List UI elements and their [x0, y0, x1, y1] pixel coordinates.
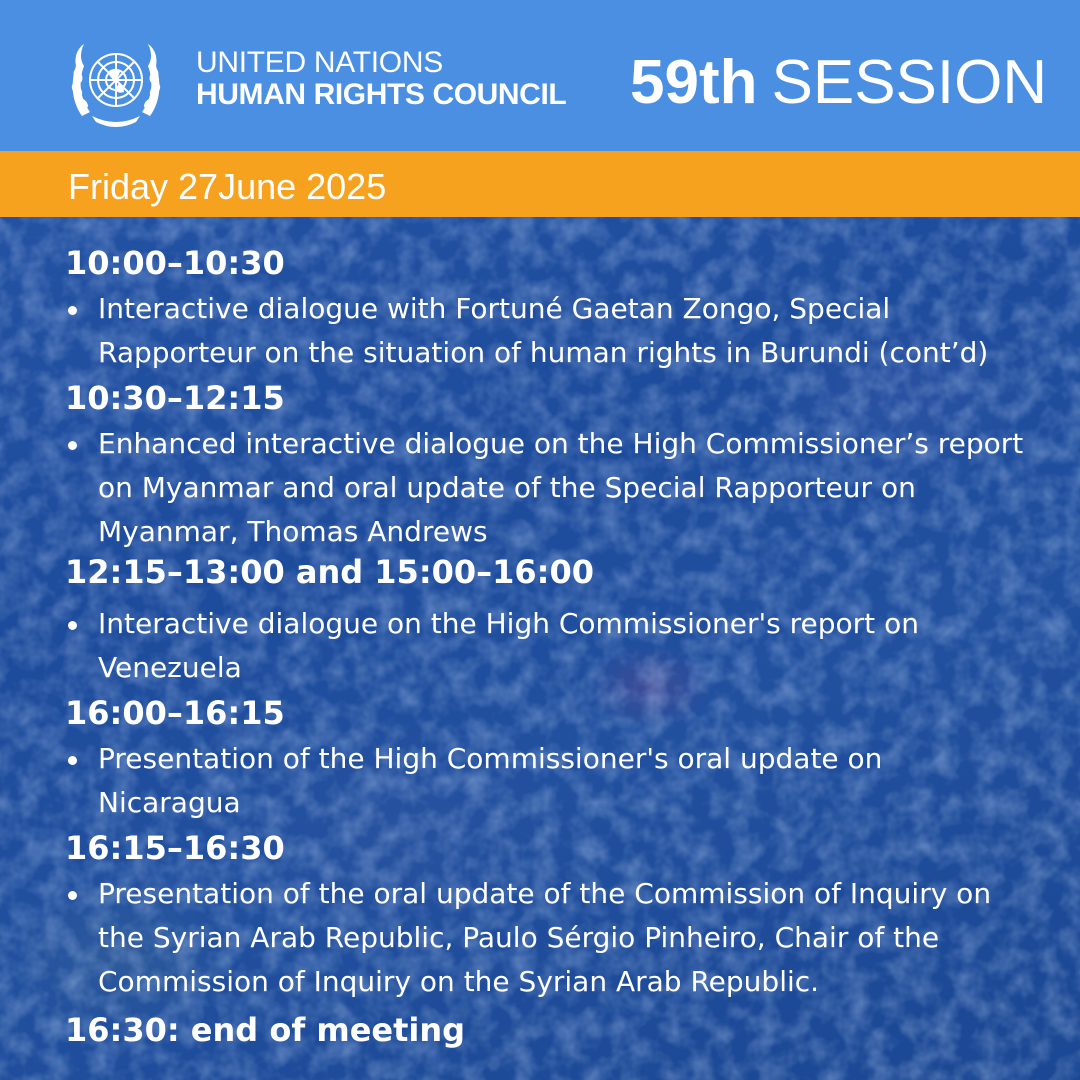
org-name-line1: UNITED NATIONS	[196, 46, 443, 79]
bullet-icon	[68, 306, 77, 315]
session-title	[630, 48, 1048, 117]
agenda-item-4	[68, 737, 1028, 825]
schedule-panel	[0, 217, 1080, 1080]
agenda-item-5	[68, 872, 1028, 1004]
time-slot-2: 10:30–12:15	[65, 379, 285, 417]
schedule-list	[0, 217, 1080, 1080]
time-slot-5: 16:15–16:30	[65, 829, 285, 867]
header-bar	[0, 0, 1080, 151]
agenda-item-text: Interactive dialogue on the High Commissioner's report on Venezuela	[98, 607, 919, 684]
time-slot-3: 12:15–13:00 and 15:00–16:00	[65, 553, 594, 591]
agenda-item-text: Presentation of the oral update of the Commission of Inquiry on the Syrian Arab Republic, Paulo Sérgio Pinheiro, Chair of the Commission of Inquiry on the Syrian Arab Republic.	[98, 877, 992, 998]
agenda-item-1	[68, 287, 1028, 375]
agenda-item-2	[68, 422, 1028, 554]
session-word: SESSION	[771, 48, 1048, 117]
un-emblem-icon	[62, 36, 170, 130]
agenda-item-text: Enhanced interactive dialogue on the High Commissioner’s report on Myanmar and oral update of the Special Rapporteur on Myanmar, Thomas Andrews	[98, 427, 1024, 548]
time-slot-1: 10:00–10:30	[65, 244, 285, 282]
date-bar	[0, 151, 1080, 217]
bullet-icon	[68, 441, 77, 450]
organization-name	[196, 48, 566, 110]
agenda-item-text: Interactive dialogue with Fortuné Gaetan Zongo, Special Rapporteur on the situation of human rights in Burundi (cont’d)	[98, 292, 989, 369]
end-of-meeting: 16:30: end of meeting	[65, 1011, 466, 1049]
bullet-icon	[68, 891, 77, 900]
session-number: 59th	[630, 48, 758, 117]
meeting-date: Friday 27June 2025	[68, 166, 387, 207]
time-slot-4: 16:00–16:15	[65, 694, 285, 732]
agenda-item-3	[68, 602, 1028, 690]
bullet-icon	[68, 756, 77, 765]
bullet-icon	[68, 621, 77, 630]
agenda-item-text: Presentation of the High Commissioner's oral update on Nicaragua	[98, 742, 883, 819]
org-name-line2: HUMAN RIGHTS COUNCIL	[196, 78, 567, 111]
